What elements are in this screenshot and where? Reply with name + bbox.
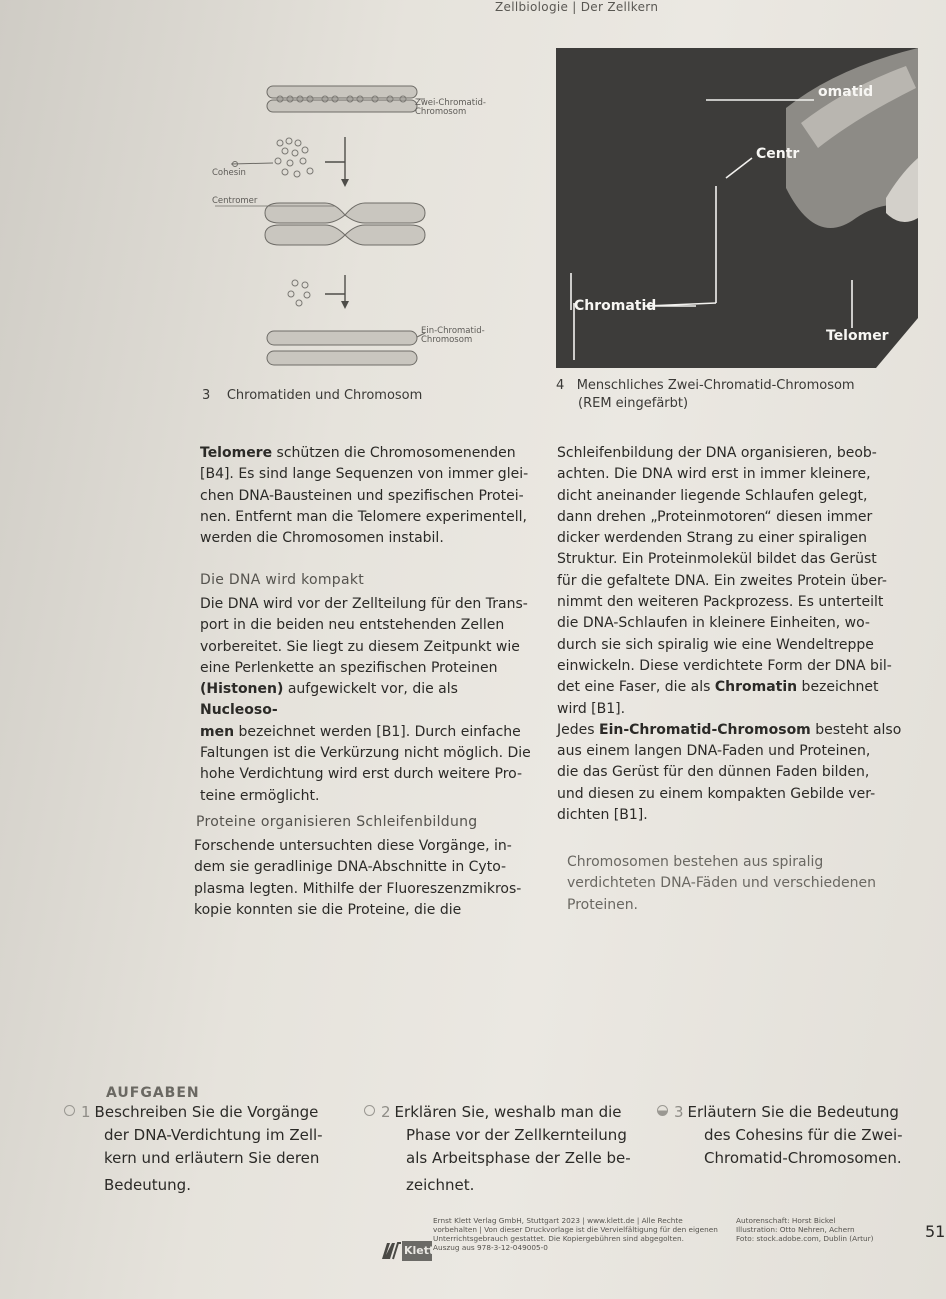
difficulty-icon <box>657 1105 668 1116</box>
text-line: achten. Die DNA wird erst in immer kleinere, <box>557 466 871 483</box>
footer-line: Auszug aus 978-3-12-049005-0 <box>433 1243 548 1252</box>
footer-line: Ernst Klett Verlag GmbH, Stuttgart 2023 | www.klett.de | Alle Rechte <box>433 1216 683 1225</box>
text-line: nimmt den weiteren Packprozess. Es unterteilt <box>557 594 884 611</box>
logo-text: Klett <box>404 1244 435 1257</box>
summary-line: Proteinen. <box>567 896 639 913</box>
label-one-chromatid-line1: Ein-Chromatid- <box>421 326 485 336</box>
task-line: kern und erläutern Sie deren <box>104 1149 320 1167</box>
term-ein-chromatid-chromosom: Ein-Chromatid-Chromosom <box>599 721 811 738</box>
difficulty-icon <box>364 1105 375 1116</box>
paragraph-telomere <box>200 443 540 549</box>
task-1 <box>64 1101 364 1197</box>
label-two-chromatid-line2: Chromosom <box>415 107 467 117</box>
text-line: werden die Chromosomen instabil. <box>200 530 444 547</box>
label-centromer-photo: Centr <box>756 146 800 162</box>
text-line: besteht also <box>810 721 902 738</box>
task-number: 1 <box>81 1103 91 1121</box>
text-line: port in die beiden neu entstehenden Zellen <box>200 617 505 634</box>
text-line: Jedes <box>557 721 599 738</box>
task-line: der DNA-Verdichtung im Zell- <box>104 1126 323 1144</box>
label-two-chromatid <box>415 99 486 117</box>
figure4-caption-line1: Menschliches Zwei-Chromatid-Chromosom <box>576 378 855 393</box>
text-line: für die gefaltete DNA. Ein zweites Protein über- <box>557 572 887 589</box>
text-line: wird [B1]. <box>557 700 626 717</box>
figure3-caption <box>202 387 422 405</box>
figure-chromatids-diagram <box>185 75 515 375</box>
task-line: als Arbeitsphase der Zelle be- <box>406 1149 631 1167</box>
task-line: Phase vor der Zellkernteilung <box>406 1126 627 1144</box>
text-line: hohe Verdichtung wird erst durch weitere Pro- <box>200 766 523 783</box>
task-2 <box>364 1101 654 1197</box>
term-telomere: Telomere <box>200 445 273 461</box>
text-line: Struktur. Ein Proteinmolekül bildet das Gerüst <box>557 551 877 568</box>
text-line: plasma legten. Mithilfe der Fluoreszenzmikros- <box>194 880 522 897</box>
label-chromatid-top: omatid <box>818 84 874 100</box>
text-line: nen. Entfernt man die Telomere experimentell, <box>200 508 527 525</box>
page-number: 51 <box>925 1222 946 1241</box>
text-line: teine ermöglicht. <box>200 787 320 804</box>
term-chromatin: Chromatin <box>714 679 798 696</box>
text-line: dicht aneinander liegende Schlaufen gelegt, <box>557 487 868 504</box>
text-line: chen DNA-Bausteinen und spezifischen Protei- <box>200 487 524 504</box>
text-line: einwickeln. Diese verdichtete Form der DNA bil- <box>557 657 892 674</box>
label-one-chromatid <box>421 327 485 345</box>
paragraph-kompakt <box>200 594 540 807</box>
publisher-logo <box>378 1235 435 1265</box>
label-centromer: Centromer <box>212 196 258 206</box>
text-line: dicker werdenden Strang zu einer spiraligen <box>557 530 868 547</box>
text-line: die DNA-Schlaufen in kleinere Einheiten, wo- <box>557 615 870 632</box>
figure4-caption <box>556 377 855 413</box>
text-line: schützen die Chromosomenenden <box>272 445 516 461</box>
text-line: Die DNA wird vor der Zellteilung für den Trans- <box>200 596 528 612</box>
task-line: Beschreiben Sie die Vorgänge <box>94 1103 319 1121</box>
label-chromatid-photo: Chromatid <box>574 298 657 314</box>
text-line: bezeichnet <box>797 679 879 696</box>
task-number: 2 <box>381 1103 391 1121</box>
heading-dna-kompakt: Die DNA wird kompakt <box>200 572 365 588</box>
footer-line: Foto: stock.adobe.com, Dublin (Artur) <box>736 1234 874 1243</box>
figure-rem-chromosome <box>556 48 918 368</box>
task-3 <box>657 1101 942 1170</box>
aufgaben-heading: AUFGABEN <box>106 1085 200 1101</box>
heading-schleifenbildung: Proteine organisieren Schleifenbildung <box>196 814 478 830</box>
text-line: und diesen zu einem kompakten Gebilde ver- <box>557 785 876 802</box>
summary-box <box>567 852 912 916</box>
summary-line: Chromosomen bestehen aus spiralig <box>567 854 824 870</box>
footer-line: Unterrichtsgebrauch gestattet. Die Kopiergebühren sind abgegolten. <box>433 1234 684 1243</box>
text-line: durch sie sich spiralig wie eine Wendeltreppe <box>557 636 874 653</box>
task-line: Chromatid-Chromosomen. <box>704 1149 902 1167</box>
text-line: kopie konnten sie die Proteine, die die <box>194 901 462 918</box>
label-one-chromatid-line2: Chromosom <box>421 335 473 345</box>
term-nucleosomen-part2: men <box>200 723 235 740</box>
text-line: [B4]. Es sind lange Sequenzen von immer glei- <box>200 466 529 483</box>
term-histonen: (Histonen) <box>200 681 284 698</box>
text-line: eine Perlenkette an spezifischen Proteinen <box>200 659 498 676</box>
label-telomer-photo: Telomer <box>826 328 889 344</box>
footer-credits <box>736 1216 916 1243</box>
task-line: des Cohesins für die Zwei- <box>704 1126 903 1144</box>
footer-line: Illustration: Otto Nehren, Achern <box>736 1225 855 1234</box>
text-line: dann drehen „Proteinmotoren“ diesen immer <box>557 508 873 525</box>
task-line: zeichnet. <box>406 1176 475 1194</box>
task-number: 3 <box>674 1103 684 1121</box>
task-line: Erläutern Sie die Bedeutung <box>687 1103 899 1121</box>
figure3-caption-number: 3 <box>202 388 211 403</box>
summary-line: verdichteten DNA-Fäden und verschiedenen <box>567 875 876 892</box>
paragraph-schleifen <box>194 836 539 921</box>
figure4-caption-line2: (REM eingefärbt) <box>578 396 689 411</box>
text-line: det eine Faser, die als <box>557 679 715 696</box>
paragraph-right-column <box>557 443 902 826</box>
label-cohesin: Cohesin <box>212 168 246 178</box>
text-line: aufgewickelt vor, die als <box>283 681 458 698</box>
task-line: Erklären Sie, weshalb man die <box>394 1103 622 1121</box>
figure3-caption-text: Chromatiden und Chromosom <box>226 388 423 403</box>
text-line: dem sie geradlinige DNA-Abschnitte in Cyto- <box>194 859 507 876</box>
text-line: vorbereitet. Sie liegt zu diesem Zeitpunkt wie <box>200 638 520 655</box>
text-line: aus einem langen DNA-Faden und Proteinen, <box>557 743 871 760</box>
footer-line: Autorenschaft: Horst Bickel <box>736 1216 836 1225</box>
figure4-caption-number: 4 <box>556 378 565 393</box>
difficulty-icon <box>64 1105 75 1116</box>
text-line: Schleifenbildung der DNA organisieren, beob- <box>557 445 877 461</box>
task-line: Bedeutung. <box>104 1176 191 1194</box>
text-line: die das Gerüst für den dünnen Faden bilden, <box>557 764 870 781</box>
text-line: Faltungen ist die Verkürzung nicht möglich. Die <box>200 745 531 762</box>
text-line: bezeichnet werden [B1]. Durch einfache <box>234 723 521 740</box>
term-nucleosomen-part1: Nucleoso- <box>200 702 278 719</box>
footer-line: vorbehalten | Von dieser Druckvorlage ist die Vervielfältigung für den eigenen <box>433 1225 718 1234</box>
text-line: dichten [B1]. <box>557 807 648 824</box>
text-line: Forschende untersuchten diese Vorgänge, in- <box>194 838 512 854</box>
footer-legal <box>433 1216 723 1252</box>
label-two-chromatid-line1: Zwei-Chromatid- <box>415 98 486 108</box>
running-header: Zellbiologie | Der Zellkern <box>495 0 659 14</box>
